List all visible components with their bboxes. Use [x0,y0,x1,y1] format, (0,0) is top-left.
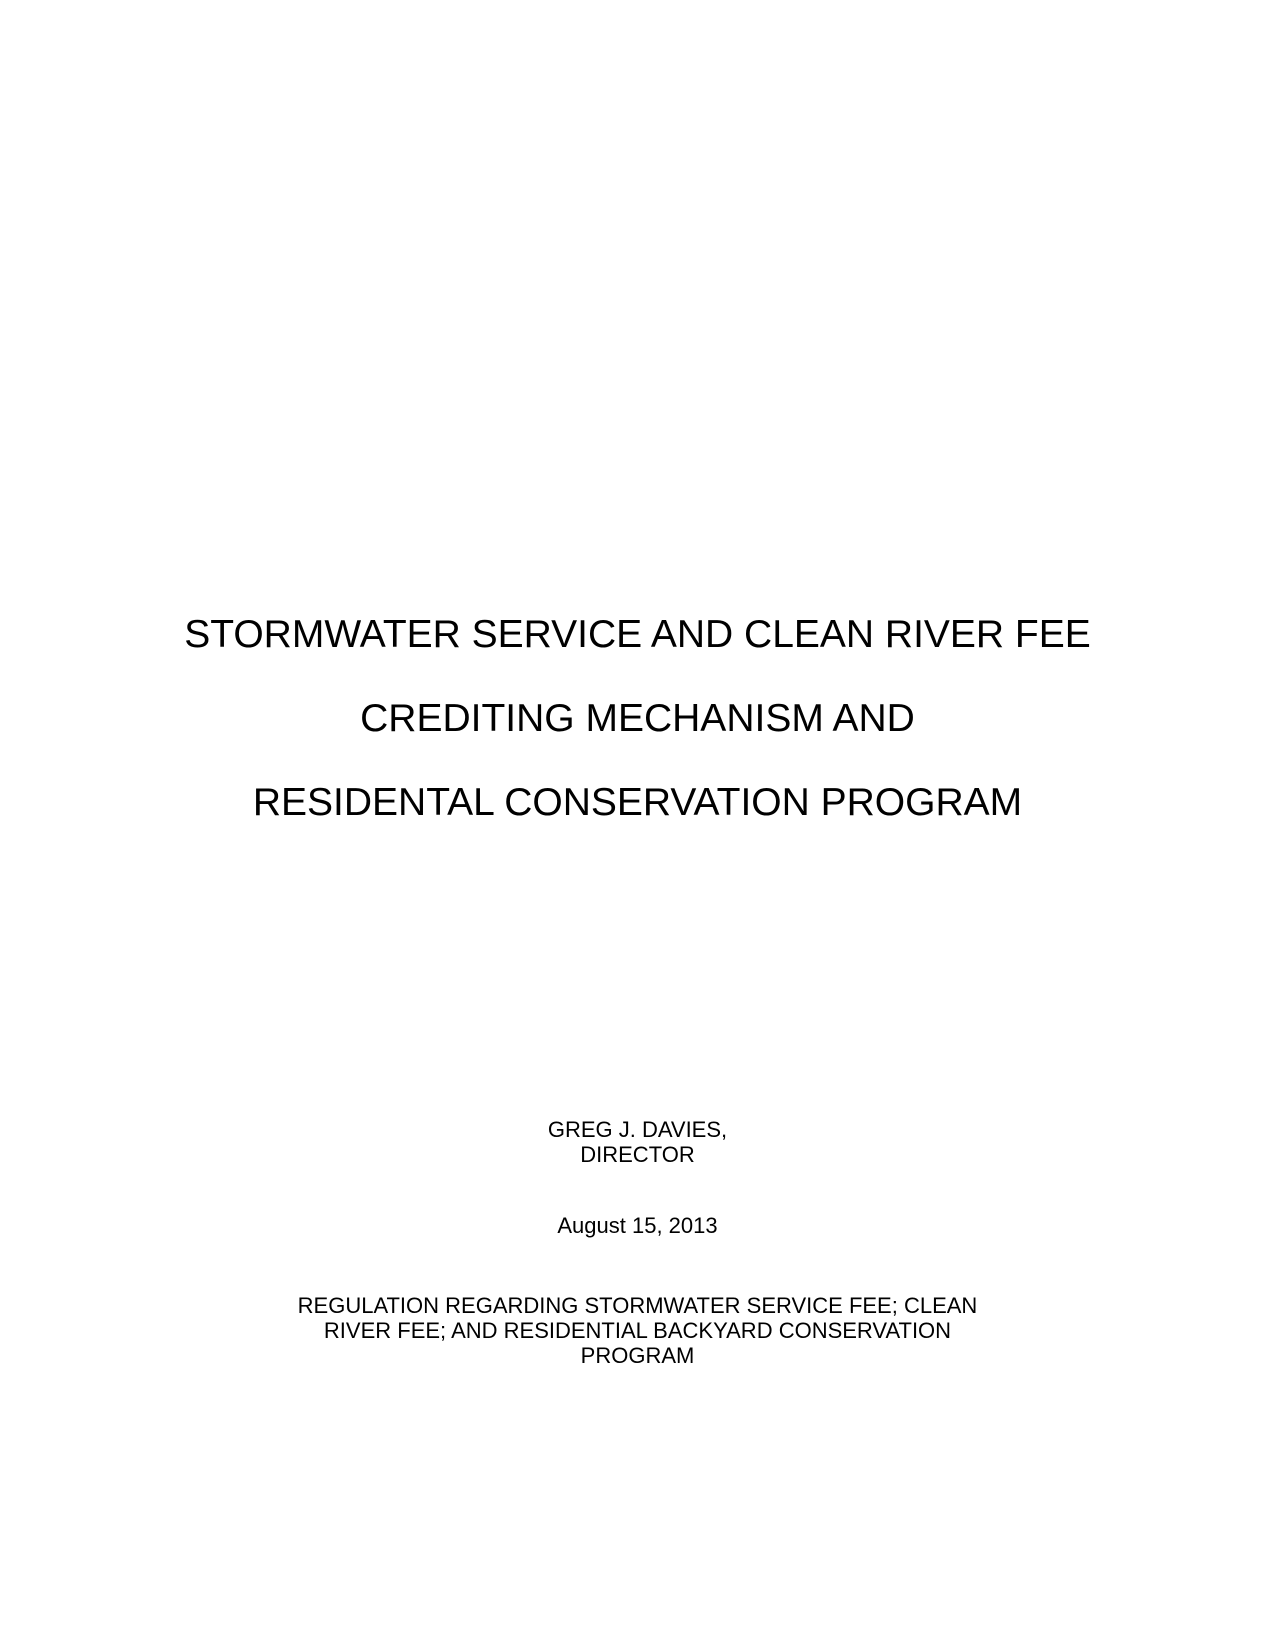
regulation-block [0,1293,1275,1368]
author-block [0,1117,1275,1167]
document-date: August 15, 2013 [557,1213,718,1238]
title-line-1: STORMWATER SERVICE AND CLEAN RIVER FEE [184,613,1091,656]
regulation-line-2: RIVER FEE; AND RESIDENTIAL BACKYARD CONSERVATION [323,1318,952,1343]
author-name: GREG J. DAVIES, [547,1117,728,1142]
title-line-2: CREDITING MECHANISM AND [360,697,915,740]
author-position: DIRECTOR [580,1142,695,1167]
title-line-3: RESIDENTAL CONSERVATION PROGRAM [252,781,1023,824]
regulation-line-1: REGULATION REGARDING STORMWATER SERVICE FEE; CLEAN [297,1293,978,1318]
regulation-line-3: PROGRAM [580,1343,695,1368]
